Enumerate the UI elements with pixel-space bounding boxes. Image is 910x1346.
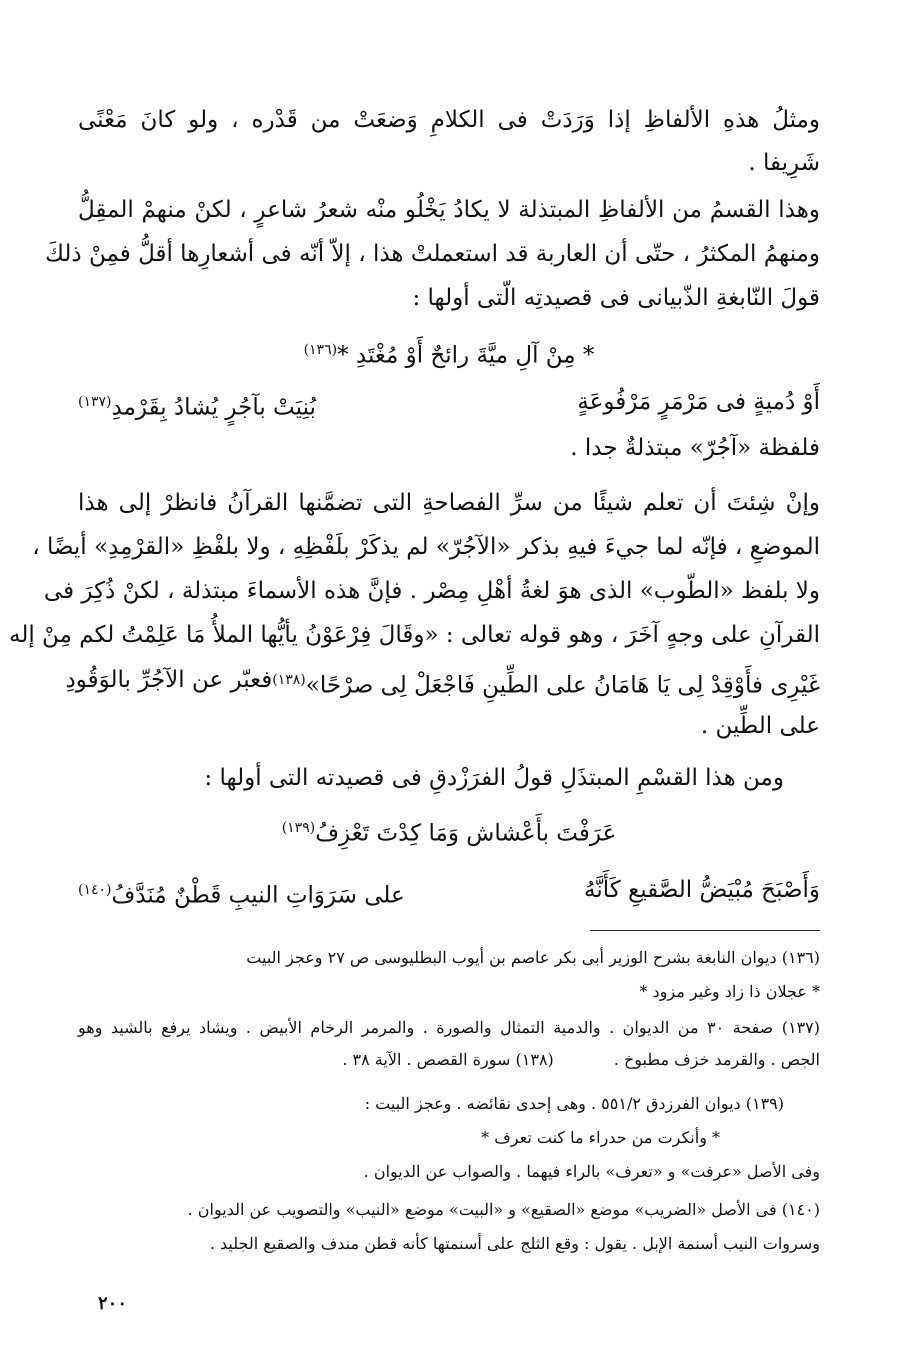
verse-2 [78, 382, 820, 428]
paragraph-2-line-2: ومنهمُ المكثرُ ، حتّى أن العاربة قد استعملتْ هذا ، إلاّ أنّه فى أشعارِها أقلُّ فمِنْ ذلكَ [45, 241, 820, 267]
paragraph-4-line-5-tail: فعبّر عن الآجُرِّ بالوَقُودِ [65, 667, 273, 693]
verse-2-second-text: بُنِيَتْ بآجُرٍ يُشادُ بِقَرْمدِ [111, 394, 316, 421]
paragraph-4-line-5 [65, 660, 820, 706]
footnote-138: (١٣٨) سورة القصص . الآية ٣٨ . [342, 1050, 554, 1069]
page-number: ٢٠٠ [98, 1293, 128, 1314]
footnote-ref-137: (١٣٧) [78, 394, 112, 410]
verse-4-second-text: على سَرَوَاتِ النيبِ قَطْنٌ مُنَدَّفُ [111, 882, 405, 909]
footnote-ref-138: (١٣٨) [272, 672, 306, 688]
paragraph-4-line-2: الموضعِ ، فإنّه لما جيءَ فيهِ بذكر «الآجُرّ» لم يذكَرْ بلَفْظِهِ ، ولا بلفْظِ «القرْمِدِ» أيضًا ، [32, 534, 820, 560]
paragraph-2-line-3: قولَ النّابغةِ الذّبيانى فى قصيدتِه الّتى أولها : [412, 285, 820, 311]
footnote-137-line-2 [78, 1046, 820, 1074]
quran-quote-end [272, 660, 820, 706]
verse-2-first-hemistich: أَوْ دُميةٍ فى مَرْمَرٍ مَرْفُوعَةٍ [577, 389, 820, 415]
footnote-ref-140: (١٤٠) [78, 882, 112, 898]
verse-1 [78, 330, 820, 376]
footnote-140-line-1: (١٤٠) فى الأصل «الضريب» موضع «الصقيع» و «البيت» موضع «النيب» والتصويب عن الديوان . [187, 1200, 820, 1219]
quran-quote-text: غَيْرِى فأَوْقِدْ لِى يَا هَامَانُ على الطِّينِ فَاجْعَلْ لِى صرْحًا» [305, 672, 820, 699]
footnote-140-line-2: وسروات النيب أسنمة الإبل . يقول : وقع الثلج على أسنمتها كأنه قطن مندف والصقيع الجليد . [209, 1234, 820, 1253]
paragraph-4-line-3: ولا بلفظ «الطّوب» الذى هوَ لغةُ أهْلِ مِصْر . فإنَّ هذه الأسماءَ مبتذلة ، لكنْ ذُكِرَ فى [43, 578, 820, 604]
paragraph-4-line-4: القرآنِ على وجهٍ آخَرَ ، وهو قوله تعالى : «وقَالَ فِرْعَوْنُ يأيُّها الملأُ مَا عَلِمْتُ لكم مِنْ إله [9, 622, 820, 648]
paragraph-3: فلفظة «آجُرّ» مبتذلةٌ جدا . [570, 435, 820, 461]
verse-1-text: * مِنْ آلِ ميَّةَ رائحٌ أَوْ مُغْتَدِ * [337, 342, 595, 369]
footnote-136-line-1: (١٣٦) ديوان النابغة بشرح الوزير أبى بكر عاصم بن أيوب البطليوسى ص ٢٧ وعجز البيت [246, 948, 820, 967]
footnote-137-line-1: (١٣٧) صفحة ٣٠ من الديوان . والدمية التمثال والصورة . والمرمر الرخام الأبيض . ويشاد يرفع بالشيد وهو [78, 1018, 821, 1037]
footnote-137-text: الجص . والقرمد خزف مطبوخ . [613, 1050, 820, 1069]
footnote-139-line-2: * وأنكرت من حدراء ما كنت تعرف * [481, 1128, 720, 1147]
footnote-divider [590, 930, 820, 931]
paragraph-4-line-1: وإنْ شِئتَ أن تعلم شيئًا من سرِّ الفصاحةِ التى تضمَّنها القرآنُ فانظرْ إلى هذا [78, 490, 820, 516]
verse-3-text: عَرَفْتَ بأَعْشاش وَمَا كِدْتَ تَعْزِفُ [315, 820, 617, 847]
verse-4-first-hemistich: وَأَصْبَحَ مُبْيَضُّ الصَّقيعِ كَأَنَّهُ [584, 877, 820, 903]
paragraph-4-line-6: على الطِّين . [700, 713, 820, 739]
footnote-ref-136: (١٣٦) [303, 342, 338, 358]
footnote-136-line-2: * عجلان ذا زاد وغير مزود * [639, 982, 820, 1001]
verse-4 [78, 870, 820, 916]
footnote-139-line-1: (١٣٩) ديوان الفرزدق ٥٥١/٢ . وهى إحدى نقائضه . وعجز البيت : [364, 1094, 784, 1113]
paragraph-2-line-1: وهذا القسمُ من الألفاظِ المبتذلة لا يكادُ يَخْلُو منْه شعرُ شاعرٍ ، لكنْ منهمْ المقِلُّ [78, 197, 820, 223]
paragraph-5: ومن هذا القسْمِ المبتذَلِ قولُ الفرَزْدقِ فى قصيدته التى أولها : [204, 765, 784, 791]
paragraph-1-line-2: شَرِيفا . [748, 150, 820, 176]
verse-3 [78, 808, 820, 854]
verse-4-second-hemistich [78, 870, 405, 916]
footnote-139-line-3: وفى الأصل «عرفت» و «تعرف» بالراء فيهما . والصواب عن الديوان . [363, 1162, 820, 1181]
footnote-ref-139: (١٣٩) [281, 820, 316, 836]
paragraph-1-line-1: ومثلُ هذهِ الألفاظِ إذا وَرَدَتْ فى الكلامِ وَضعَتْ من قَدْره ، ولو كانَ مَعْنًى [78, 107, 820, 133]
verse-2-second-hemistich [78, 382, 316, 428]
